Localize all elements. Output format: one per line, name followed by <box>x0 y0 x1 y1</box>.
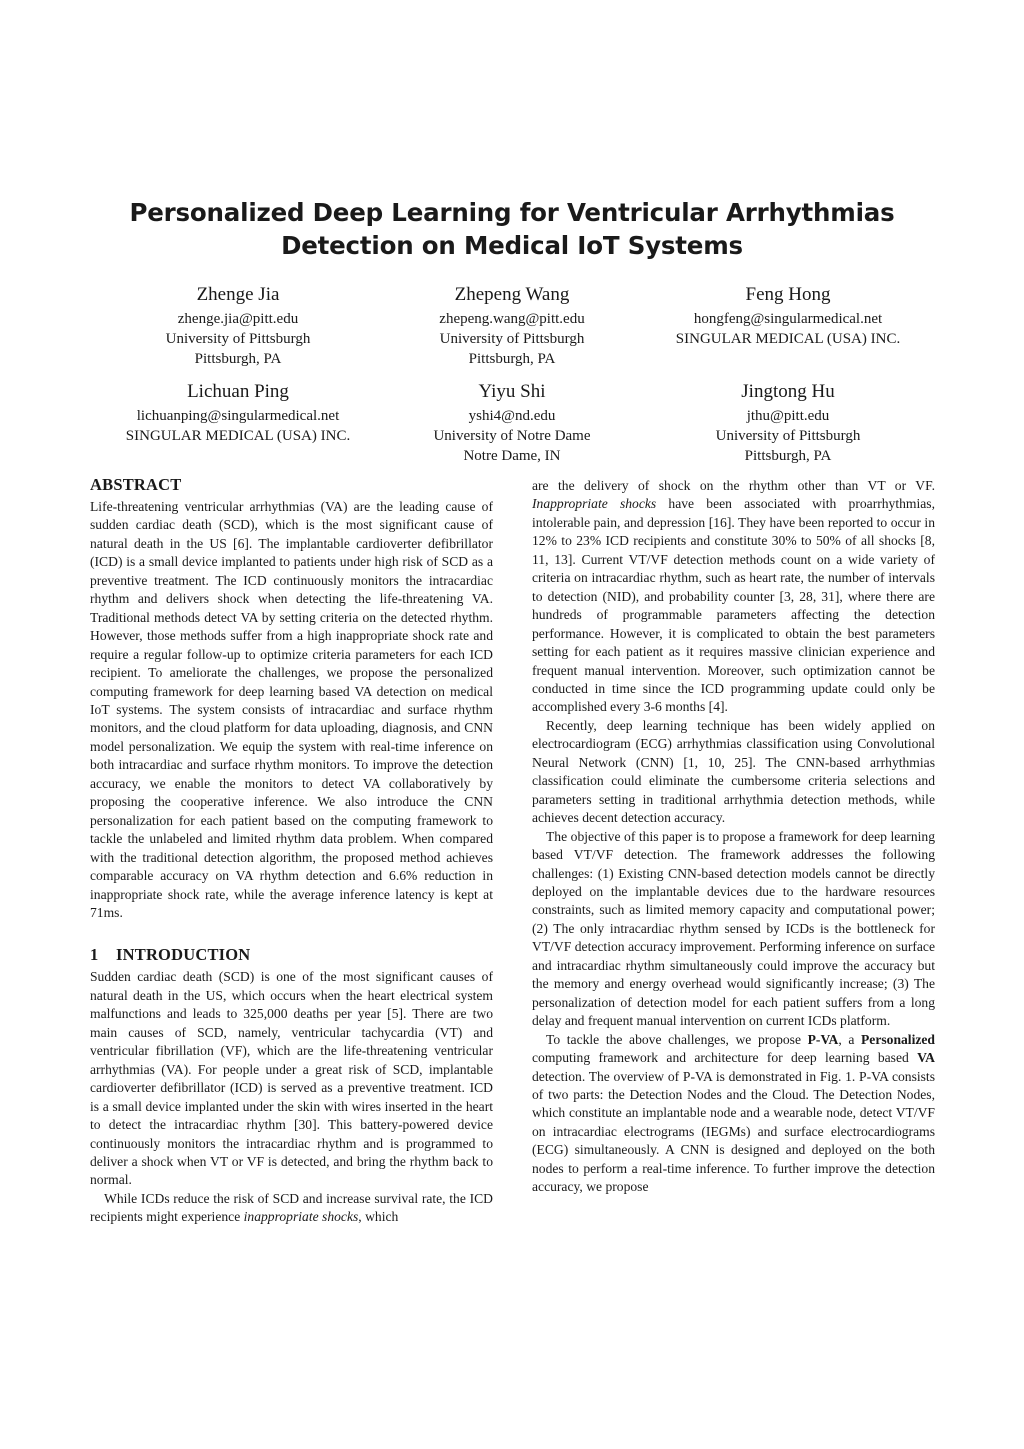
italic-run: Inappropriate shocks <box>532 496 657 512</box>
title-line-2: Detection on Medical IoT Systems <box>281 231 743 260</box>
author-block-2 <box>362 283 662 369</box>
author-affiliation: University of Pittsburgh <box>165 331 311 347</box>
author-affiliation: University of Pittsburgh <box>715 428 861 444</box>
intro-paragraph-4: The objective of this paper is to propose a framework for deep learning based VT/VF detection. The framework addresses the following challenges: (1) Existing CNN-based detection models cannot be directly deployed on the implantable devices due to the hardware resources constraints, such as limited memory capacity and computational power; (2) The only intracardiac rhythm sensed by ICDs is the bottleneck for VT/VF detection accuracy improvement. Performing inference on surface and intracardiac rhythm simultaneously could improve the accuracy but the memory and energy overhead would significantly increase; (3) The personalization of detection model for each patient suffers from a long delay and frequent manual intervention on current ICDs platform. <box>532 828 935 1029</box>
italic-run: inappropriate shocks <box>243 1209 359 1225</box>
author-email: yshi4@nd.edu <box>468 408 556 424</box>
abstract-heading: ABSTRACT <box>90 475 182 494</box>
intro-paragraph-1: Sudden cardiac death (SCD) is one of the most significant causes of natural death in the US, which occurs when the heart electrical system malfunctions and leads to 325,000 deaths per year [5]. There are two main causes of SCD, namely, ventricular tachycardia (VT) and ventricular fibrillation (VF), which are the life-threatening ventricular arrhythmias (VA). For people under a great risk of SCD, implantable cardioverter defibrillator (ICD) is served as a preventive treatment. ICD is a small device implanted under the skin with wires inserted in the heart to detect the intracardiac rhythm [30]. This battery-powered device continuously monitors the intracardiac rhythm and is programmed to deliver a shock when VT or VF is detected, and bring the rhythm back to normal. <box>90 969 493 1188</box>
author-block-4 <box>88 380 388 446</box>
intro-paragraph-2-cont <box>532 477 935 717</box>
text-run: are the delivery of shock on the rhythm other than VT or VF. <box>532 478 935 493</box>
author-email: zhenge.jia@pitt.edu <box>177 311 299 327</box>
text-run: computing framework and architecture for deep learning based <box>532 1050 918 1066</box>
author-affiliation: SINGULAR MEDICAL (USA) INC. <box>125 428 351 444</box>
section-title: INTRODUCTION <box>116 945 251 965</box>
author-location: Pittsburgh, PA <box>194 351 282 367</box>
bold-run: VA <box>917 1050 935 1066</box>
text-run: To tackle the above challenges, we propose <box>546 1031 808 1047</box>
paper-title <box>0 196 1024 262</box>
author-location: Pittsburgh, PA <box>468 351 556 367</box>
introduction-heading <box>90 944 493 966</box>
text-run: detection. The overview of P-VA is demonstrated in Fig. 1. P-VA consists of two parts: the Detection Nodes and the Cloud. The Detection Nodes, which constitute an implantable node and a wearable node, detect VT/VF on intracardiac electrograms (IEGMs) and surface electrocardiograms (ECG) simultaneously. A CNN is designed and deployed on the both nodes to perform a real-time inference. To further improve the detection accuracy, we propose <box>532 1068 935 1195</box>
author-name: Zhenge Jia <box>196 284 280 305</box>
author-affiliation: University of Notre Dame <box>433 428 591 444</box>
abstract-text: Life-threatening ventricular arrhythmias (VA) are the leading cause of sudden cardiac death (SCD), which is the most significant cause of natural death in the US [6]. The implantable cardioverter defibrillator (ICD) is a small device implanted to patients under high risk of SCD as a preventive treatment. The ICD continuously monitors the intracardiac rhythm and delivers shock when detecting the life-threatening VA. Traditional methods detect VA by setting criteria on the detected rhythm. However, those methods suffer from a high inappropriate shock rate and require a regular follow-up to optimize criteria parameters for each ICD recipient. To ameliorate the challenges, we propose the personalized computing framework for deep learning based VA detection on medical IoT systems. The system consists of intracardiac and surface rhythm monitors, and the cloud platform for data uploading, diagnosis, and CNN model personalization. We equip the system with real-time inference on both intracardiac and surface rhythm monitors. To improve the detection accuracy, we enable the monitors to detect VA collaboratively by proposing the cooperative inference. We also introduce the CNN personalization for each patient based on the computing framework to tackle the unlabeled and limited rhythm data problem. When compared with the traditional detection algorithm, the proposed method achieves comparable accuracy on VA rhythm detection and 6.6% reduction in inappropriate shock rate, while the average inference latency is kept at 71ms. <box>90 499 493 920</box>
title-line-1: Personalized Deep Learning for Ventricular Arrhythmias <box>129 198 895 227</box>
author-name: Yiyu Shi <box>478 381 546 402</box>
author-block-1 <box>88 283 388 369</box>
author-affiliation: SINGULAR MEDICAL (USA) INC. <box>675 331 901 347</box>
author-email: zhepeng.wang@pitt.edu <box>439 311 585 327</box>
author-email: hongfeng@singularmedical.net <box>693 311 883 327</box>
text-run: While ICDs reduce the risk of SCD and increase survival rate, the ICD recipients might experience <box>90 1190 493 1225</box>
intro-paragraph-5 <box>532 1031 935 1197</box>
right-column <box>532 477 935 1197</box>
author-name: Jingtong Hu <box>741 381 835 402</box>
author-block-3 <box>638 283 938 349</box>
bold-run: P-VA <box>807 1031 839 1047</box>
author-block-5 <box>362 380 662 466</box>
intro-paragraph-3: Recently, deep learning technique has been widely applied on electrocardiogram (ECG) arrhythmias classification using Convolutional Neural Network (CNN) [1, 10, 25]. The CNN-based arrhythmias classification could eliminate the cumbersome criteria selections and parameters setting in traditional arrhythmia detection methods, while achieves decent detection accuracy. <box>532 717 935 826</box>
text-run: , which <box>358 1209 399 1225</box>
author-email: jthu@pitt.edu <box>746 408 830 424</box>
author-name: Feng Hong <box>745 284 831 305</box>
author-location: Notre Dame, IN <box>463 448 561 464</box>
bold-run: Personalized <box>860 1031 935 1047</box>
author-email: lichuanping@singularmedical.net <box>136 408 340 424</box>
author-name: Lichuan Ping <box>187 381 289 402</box>
author-name: Zhepeng Wang <box>454 284 570 305</box>
section-number: 1 <box>90 945 99 965</box>
author-affiliation: University of Pittsburgh <box>439 331 585 347</box>
text-run: , a <box>838 1031 861 1047</box>
author-block-6 <box>638 380 938 466</box>
intro-paragraph-2-start <box>90 1190 493 1227</box>
author-location: Pittsburgh, PA <box>744 448 832 464</box>
left-column <box>90 474 493 1227</box>
text-run: have been associated with proarrhythmias, intolerable pain, and depression [16]. They have been reported to occur in 12% to 23% ICD recipients and constitute 30% to 50% of all shocks [8, 11, 13]. Current VT/VF detection methods count on a wide variety of criteria on intracardiac rhythm, such as heart rate, the number of intervals to detection (NID), and probability counter [3, 28, 31], where there are hundreds of programmable parameters affecting the detection performance. However, it is complicated to obtain the best parameters setting for each patient as it requires massive clinician experience and frequent manual intervention. Moreover, such optimization cannot be conducted in time since the ICD programming update could only be accomplished every 3-6 months [4]. <box>532 496 935 715</box>
